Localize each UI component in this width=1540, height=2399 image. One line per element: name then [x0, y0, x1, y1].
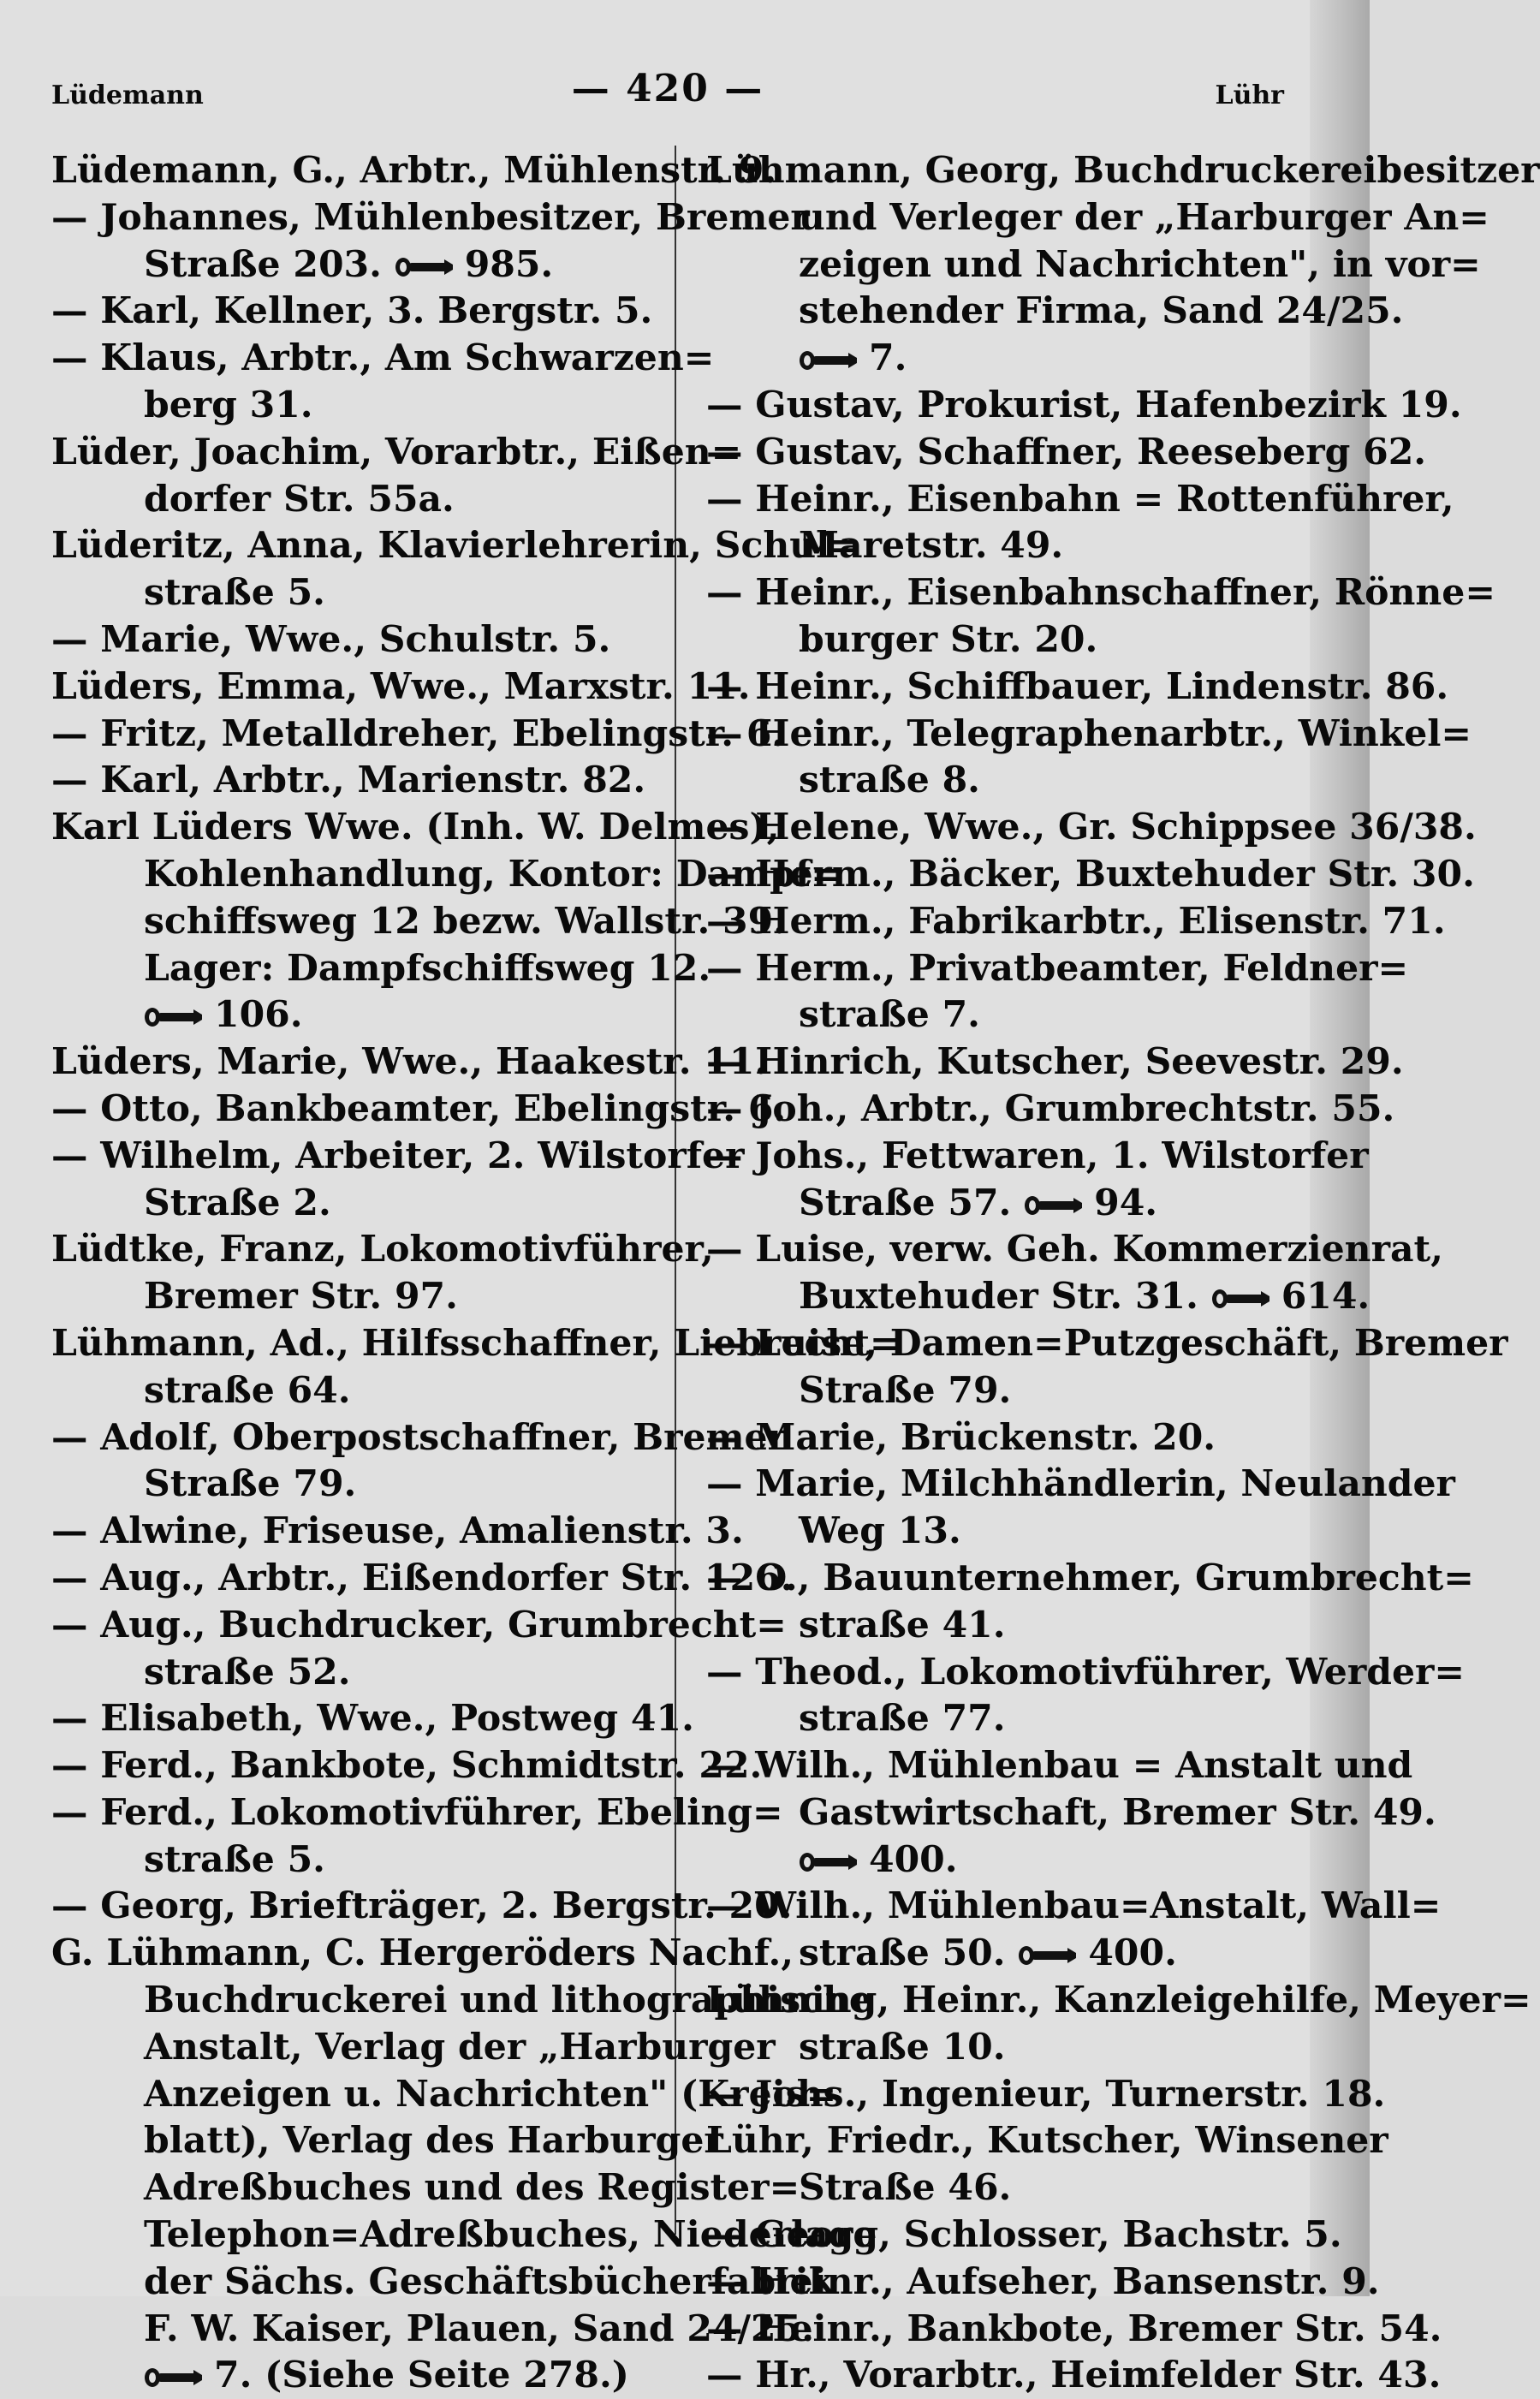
telephone-receiver-icon [799, 1851, 859, 1873]
directory-line [706, 664, 1449, 711]
directory-line [706, 2117, 1388, 2164]
directory-line [706, 569, 1495, 616]
entry-text: — Marie, Brückenstr. 20. [706, 1415, 1216, 1459]
directory-line [706, 1883, 1442, 1930]
directory-line [51, 2164, 800, 2211]
entry-text: — Heinr., Eisenbahn = Rottenführer, [706, 477, 1454, 521]
directory-line [706, 147, 1540, 194]
directory-line [51, 664, 751, 711]
entry-text: — Helene, Wwe., Gr. Schippsee 36/38. [706, 806, 1477, 849]
entry-text: Straße 46. [799, 2166, 1012, 2210]
directory-line [706, 757, 1344, 804]
directory-line [706, 1367, 1344, 1414]
entry-text: straße 5. [144, 1837, 325, 1881]
entry-text: zeigen und Nachrichten", in vor= [799, 242, 1481, 286]
directory-line [51, 522, 860, 569]
directory-line [706, 1649, 1465, 1696]
phone-number: 400. [1088, 1932, 1177, 1975]
entry-text: — Herm., Privatbeamter, Feldner= [706, 946, 1409, 990]
directory-line [51, 616, 689, 664]
directory-line [706, 429, 1427, 476]
directory-line [706, 2259, 1380, 2306]
header-right-keyword: Lühr [1215, 80, 1284, 110]
entry-text: Lüderitz, Anna, Klavierlehrerin, Schul= [51, 524, 860, 568]
entry-text: berg 31. [144, 383, 313, 426]
directory-line [51, 476, 689, 523]
entry-text: Telephon=Adreßbuches, Niederlage [144, 2213, 877, 2257]
directory-line [51, 2306, 814, 2353]
telephone-receiver-icon [395, 256, 455, 278]
entry-text: Lüder, Joachim, Vorarbtr., Eißen= [51, 430, 742, 473]
entry-text: straße 5. [144, 571, 325, 615]
directory-line [706, 711, 1472, 758]
directory-line [706, 335, 1344, 382]
directory-line [706, 991, 1344, 1039]
entry-text: F. W. Kaiser, Plauen, Sand 24/25. [144, 2307, 814, 2350]
entry-text: 400. [869, 1837, 958, 1881]
directory-line [706, 2211, 1344, 2259]
entry-text: — Ferd., Bankbote, Schmidtstr. 22. [51, 1744, 763, 1788]
directory-line [706, 2164, 1344, 2211]
entry-text: — Aug., Buchdrucker, Grumbrecht= [51, 1603, 787, 1646]
entry-text: burger Str. 20. [799, 617, 1098, 661]
directory-line [706, 1180, 1344, 1227]
directory-line [706, 945, 1409, 992]
directory-line [706, 1133, 1369, 1180]
directory-line [706, 1414, 1344, 1461]
entry-text: straße 41. [799, 1603, 1006, 1646]
entry-text: Lühmann, Ad., Hilfsschaffner, Liebrecht= [51, 1321, 901, 1365]
directory-line [706, 1977, 1531, 2024]
directory-line [51, 757, 689, 804]
entry-text: — Karl, Kellner, 3. Bergstr. 5. [51, 289, 653, 333]
directory-line [706, 616, 1344, 664]
entry-text: — Luise, verw. Geh. Kommerzienrat, [706, 1228, 1443, 1271]
entry-text: — Fritz, Metalldreher, Ebelingstr. 6. [51, 711, 785, 755]
directory-line [706, 241, 1481, 289]
entry-text: Adreßbuches und des Register= [144, 2166, 800, 2210]
entry-text: Straße 79. [144, 1462, 357, 1506]
entry-text: straße 8. [799, 759, 980, 802]
entry-text: — Georg, Briefträger, 2. Bergstr. 20. [51, 1884, 793, 1928]
entry-text: straße 50. [799, 1932, 1006, 1975]
entry-text: dorfer Str. 55a. [144, 477, 455, 521]
directory-line [51, 1602, 787, 1649]
directory-line [51, 147, 777, 194]
directory-line [706, 2024, 1344, 2071]
directory-line [51, 1508, 744, 1555]
entry-text: — O., Bauunternehmer, Grumbrecht= [706, 1556, 1474, 1599]
directory-line [706, 1320, 1508, 1367]
directory-line [706, 2352, 1442, 2399]
entry-text: — Marie, Milchhändlerin, Neulander [706, 1462, 1455, 1506]
entry-text: — Luise, Damen=Putzgeschäft, Bremer [706, 1321, 1508, 1365]
directory-line [51, 851, 841, 898]
entry-text: — Hr., Vorarbtr., Heimfelder Str. 43. [706, 2354, 1442, 2397]
directory-line [51, 1273, 689, 1320]
telephone-receiver-icon [799, 349, 859, 372]
directory-line [51, 2071, 837, 2118]
entry-text: Gastwirtschaft, Bremer Str. 49. [799, 1790, 1436, 1834]
entry-text: Lüdtke, Franz, Lokomotivführer, [51, 1228, 714, 1271]
entry-text: — Johannes, Mühlenbesitzer, Bremer [51, 195, 810, 239]
directory-line [51, 2211, 877, 2259]
entry-text: Lüders, Emma, Wwe., Marxstr. 11. [51, 664, 751, 708]
directory-line [51, 1226, 714, 1273]
directory-line [706, 2071, 1386, 2118]
entry-text: Lager: Dampfschiffsweg 12. [144, 946, 711, 990]
directory-line [706, 1789, 1436, 1836]
entry-text: — Heinr., Eisenbahnschaffner, Rönne= [706, 571, 1495, 615]
directory-line [706, 1086, 1395, 1133]
entry-text: — Heinr., Telegraphenarbtr., Winkel= [706, 711, 1472, 755]
directory-line [51, 194, 810, 241]
directory-line [51, 1039, 768, 1086]
entry-text: straße 64. [144, 1368, 351, 1412]
entry-text: — Ferd., Lokomotivführer, Ebeling= [51, 1790, 783, 1834]
entry-text: — Klaus, Arbtr., Am Schwarzen= [51, 336, 715, 380]
directory-line [51, 1367, 689, 1414]
entry-text: Bremer Str. 97. [144, 1275, 458, 1319]
directory-line [706, 194, 1489, 241]
directory-line [51, 711, 785, 758]
entry-text: — Adolf, Oberpostschaffner, Bremer [51, 1415, 787, 1459]
directory-line [706, 898, 1446, 945]
directory-line [706, 1039, 1404, 1086]
entry-text: — Wilh., Mühlenbau = Anstalt und [706, 1744, 1413, 1788]
directory-line [51, 1414, 787, 1461]
entry-text: Kohlenhandlung, Kontor: Dampf= [144, 852, 841, 896]
directory-line [51, 1930, 794, 1977]
directory-line [51, 335, 715, 382]
entry-text: blatt), Verlag des Harburger [144, 2119, 723, 2163]
phone-number: 985. [464, 242, 554, 286]
directory-line [51, 288, 689, 335]
entry-text: straße 7. [799, 993, 980, 1037]
entry-text: — Herm., Fabrikarbtr., Elisenstr. 71. [706, 899, 1446, 943]
entry-text: Straße 79. [799, 1368, 1012, 1412]
entry-text: straße 52. [144, 1650, 351, 1694]
entry-text: Maretstr. 49. [799, 524, 1064, 568]
entry-text: Weg 13. [799, 1509, 961, 1553]
telephone-receiver-icon [1024, 1194, 1084, 1217]
entry-text: — Karl, Arbtr., Marienstr. 82. [51, 759, 646, 802]
entry-text: — Otto, Bankbeamter, Ebelingstr. 6. [51, 1086, 787, 1130]
directory-line [51, 429, 742, 476]
phone-number: 94. [1094, 1181, 1158, 1224]
page-number: — 420 — [571, 67, 764, 110]
entry-text: Lühr, Friedr., Kutscher, Winsener [706, 2119, 1388, 2163]
entry-text: — Johs., Ingenieur, Turnerstr. 18. [706, 2072, 1386, 2116]
entry-text: Lühmann, Georg, Buchdruckereibesitzer [706, 149, 1540, 192]
directory-line [706, 2306, 1442, 2353]
entry-text: Buchdruckerei und lithographische [144, 1979, 872, 2022]
entry-text: Anstalt, Verlag der „Harburger [144, 2025, 776, 2069]
header-left-keyword: Lüdemann [51, 80, 204, 110]
telephone-receiver-icon [144, 2366, 204, 2389]
directory-line [706, 1273, 1371, 1320]
entry-text: der Sächs. Geschäftsbücherfabrik [144, 2259, 835, 2303]
directory-line [706, 476, 1454, 523]
directory-line [51, 569, 689, 616]
entry-text: — Marie, Wwe., Schulstr. 5. [51, 617, 611, 661]
phone-number: 614. [1281, 1275, 1371, 1319]
entry-text: — Aug., Arbtr., Eißendorfer Str. 126. [51, 1556, 794, 1599]
directory-line [706, 1836, 1344, 1884]
entry-text: Karl Lüders Wwe. (Inh. W. Delmes), [51, 806, 780, 849]
directory-line [51, 382, 689, 429]
entry-text: und Verleger der „Harburger An= [799, 195, 1489, 239]
directory-line [706, 1555, 1474, 1602]
entry-text: — Alwine, Friseuse, Amalienstr. 3. [51, 1509, 744, 1553]
directory-line [51, 945, 711, 992]
directory-line [706, 804, 1477, 851]
directory-line [51, 1320, 901, 1367]
entry-text: — Heinr., Schiffbauer, Lindenstr. 86. [706, 664, 1449, 708]
directory-line [706, 382, 1462, 429]
directory-line [51, 1883, 793, 1930]
directory-line [706, 1461, 1455, 1508]
entry-text: Buxtehuder Str. 31. [799, 1275, 1198, 1319]
entry-text: — Johs., Fettwaren, 1. Wilstorfer [706, 1134, 1369, 1177]
directory-line [51, 1977, 872, 2024]
telephone-receiver-icon [1018, 1944, 1078, 1967]
directory-line [51, 1649, 689, 1696]
directory-line [51, 241, 689, 289]
directory-line [51, 2352, 689, 2399]
entry-text: — Elisabeth, Wwe., Postweg 41. [51, 1697, 694, 1741]
entry-text: Lüdemann, G., Arbtr., Mühlenstr. 9. [51, 149, 777, 192]
entry-text: Straße 2. [144, 1181, 331, 1224]
directory-line [51, 1133, 745, 1180]
entry-text: — Wilhelm, Arbeiter, 2. Wilstorfer [51, 1134, 745, 1177]
entry-text: stehender Firma, Sand 24/25. [799, 289, 1404, 333]
directory-line [706, 1226, 1443, 1273]
right-column [706, 147, 1540, 2397]
directory-line [51, 1742, 763, 1789]
entry-text: Straße 57. [799, 1181, 1012, 1224]
entry-text: — Joh., Arbtr., Grumbrechtstr. 55. [706, 1086, 1395, 1130]
entry-text: — Theod., Lokomotivführer, Werder= [706, 1650, 1465, 1694]
directory-line [51, 1180, 689, 1227]
entry-text: — Herm., Bäcker, Buxtehuder Str. 30. [706, 852, 1475, 896]
page-header [51, 62, 1284, 122]
entry-text: 7. (Siehe Seite 278.) [214, 2354, 629, 2397]
directory-line [706, 851, 1475, 898]
entry-text: — Heinr., Aufseher, Bansenstr. 9. [706, 2259, 1380, 2303]
entry-text: — Gustav, Prokurist, Hafenbezirk 19. [706, 383, 1462, 426]
phone-number: 106. [214, 993, 303, 1037]
directory-line [706, 1742, 1413, 1789]
directory-line [51, 1789, 783, 1836]
entry-text: straße 10. [799, 2025, 1006, 2069]
directory-line [706, 1695, 1344, 1742]
directory-line [51, 1086, 787, 1133]
directory-line [51, 1555, 794, 1602]
entry-text: straße 77. [799, 1697, 1006, 1741]
directory-line [51, 2024, 776, 2071]
directory-line [51, 1695, 694, 1742]
entry-text: — Gustav, Schaffner, Reeseberg 62. [706, 430, 1427, 473]
directory-line [706, 1602, 1344, 1649]
directory-line [51, 2117, 723, 2164]
entry-text: Anzeigen u. Nachrichten" (Kreis= [144, 2072, 837, 2116]
telephone-receiver-icon [144, 1006, 204, 1028]
entry-text: Straße 203. [144, 242, 382, 286]
entry-text: Lüders, Marie, Wwe., Haakestr. 11. [51, 1040, 768, 1084]
directory-line [51, 804, 780, 851]
entry-text: — Wilh., Mühlenbau=Anstalt, Wall= [706, 1884, 1442, 1928]
directory-line [51, 2259, 835, 2306]
entry-text: — Heinr., Bankbote, Bremer Str. 54. [706, 2307, 1442, 2350]
directory-line [706, 1930, 1344, 1977]
entry-text: Lühning, Heinr., Kanzleigehilfe, Meyer= [706, 1979, 1531, 2022]
entry-text: schiffsweg 12 bezw. Wallstr. 39. [144, 899, 786, 943]
entry-text: 7. [869, 336, 907, 380]
directory-line [706, 1508, 1344, 1555]
entry-text: — Georg, Schlosser, Bachstr. 5. [706, 2213, 1342, 2257]
directory-line [51, 1836, 689, 1884]
directory-line [706, 288, 1404, 335]
directory-line [51, 898, 786, 945]
directory-line [706, 522, 1344, 569]
directory-line [51, 1461, 689, 1508]
entry-text: — Hinrich, Kutscher, Seevestr. 29. [706, 1040, 1404, 1084]
telephone-receiver-icon [1211, 1288, 1271, 1310]
entry-text: G. Lühmann, C. Hergeröders Nachf., [51, 1932, 794, 1975]
directory-line [51, 991, 689, 1039]
